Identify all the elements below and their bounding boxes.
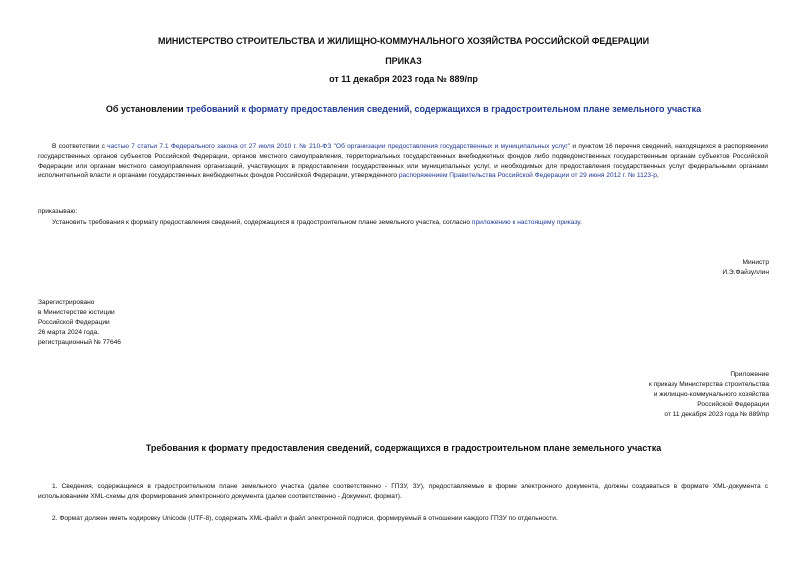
order-title-prefix: Об установлении — [105, 104, 187, 114]
appendix-line: Российской Федерации — [697, 401, 769, 408]
registration-line: 26 марта 2024 года, — [38, 329, 99, 336]
order-text — [52, 218, 582, 228]
registration-line: регистрационный № 77646 — [38, 339, 121, 346]
appendix-link[interactable]: приложению к настоящему приказу — [471, 219, 580, 226]
requirement-item-1: 1. Сведения, содержащиеся в градостроительном плане земельного участка (далее соответственно - ГПЗУ, ЗУ), предоставляемые в форме электронного документа, должны создаваться в формате XML-документа с использованием XML-схемы для формирования электронного документа (далее соответственно - Документ, формат). — [38, 483, 768, 500]
order-title-link[interactable]: требований к формату предоставления сведений, содержащихся в градостроительном плане земельного участка — [186, 104, 702, 114]
preamble-text-1: В соответствии с — [52, 143, 108, 150]
registration-line: Зарегистрировано — [38, 299, 95, 306]
appendix-line: от 11 декабря 2023 года № 889/пр — [664, 411, 769, 418]
order-text-1: Установить требования к формату предоставления сведений, содержащихся в градостроительном плане земельного участка, согласно — [52, 219, 472, 226]
order-text-2: . — [579, 219, 582, 226]
appendix-line: и жилищно-коммунального хозяйства — [653, 391, 769, 398]
preamble-paragraph — [38, 142, 768, 181]
signature-block — [722, 258, 769, 278]
law-link[interactable]: частью 7 статьи 7.1 Федерального закона от 27 июля 2010 г. № 210-ФЗ "Об организации предоставления государственных и муниципальных услуг" — [107, 143, 571, 150]
preamble-text-2: и пунктом 16 перечня сведений, находящихся в распоряжении государственных органов субъектов Российской Федерации, органов местного самоуправления, территориальных государственных внебюджетных фондов либо подведомственных государственным органам субъектов Российской Федерации или органам местного самоуправления организаций, участвующих в предоставлении государственных или муниципальных услуг, и необходимых для предоставления государственных услуг федеральными органами исполнительной власти и органами государственных внебюджетных фондов Российской Федерации, утвержденного — [38, 143, 768, 180]
preamble-text-3: , — [656, 172, 659, 180]
signature-name: И.Э.Файзуллин — [722, 269, 769, 276]
requirement-item-2: 2. Формат должен иметь кодировку Unicode (UTF-8), содержать XML-файл и файл электронной подписи, формируемый в отношении каждого ГПЗУ по отдельности. — [52, 515, 558, 522]
requirements-title: Требования к формату предоставления сведений, содержащихся в градостроительном плане земельного участка — [145, 443, 662, 453]
appendix-block — [649, 370, 769, 420]
ministry-heading: МИНИСТЕРСТВО СТРОИТЕЛЬСТВА И ЖИЛИЩНО-КОММУНАЛЬНОГО ХОЗЯЙСТВА РОССИЙСКОЙ ФЕДЕРАЦИИ — [157, 36, 650, 46]
appendix-line: Приложение — [730, 371, 769, 378]
registration-block — [38, 298, 121, 348]
date-number-heading: от 11 декабря 2023 года № 889/пр — [329, 74, 478, 84]
signature-position: Министр — [742, 259, 769, 266]
doc-type-heading: ПРИКАЗ — [385, 56, 422, 66]
registration-line: Российской Федерации — [38, 319, 110, 326]
order-word: приказываю: — [38, 208, 78, 215]
registration-line: в Министерстве юстиции — [38, 309, 115, 316]
decree-link[interactable]: распоряжением Правительства Российской Федерации от 29 июня 2012 г. № 1123-р — [398, 172, 657, 180]
order-title — [0, 104, 807, 114]
appendix-line: к приказу Министерства строительства — [648, 381, 769, 388]
